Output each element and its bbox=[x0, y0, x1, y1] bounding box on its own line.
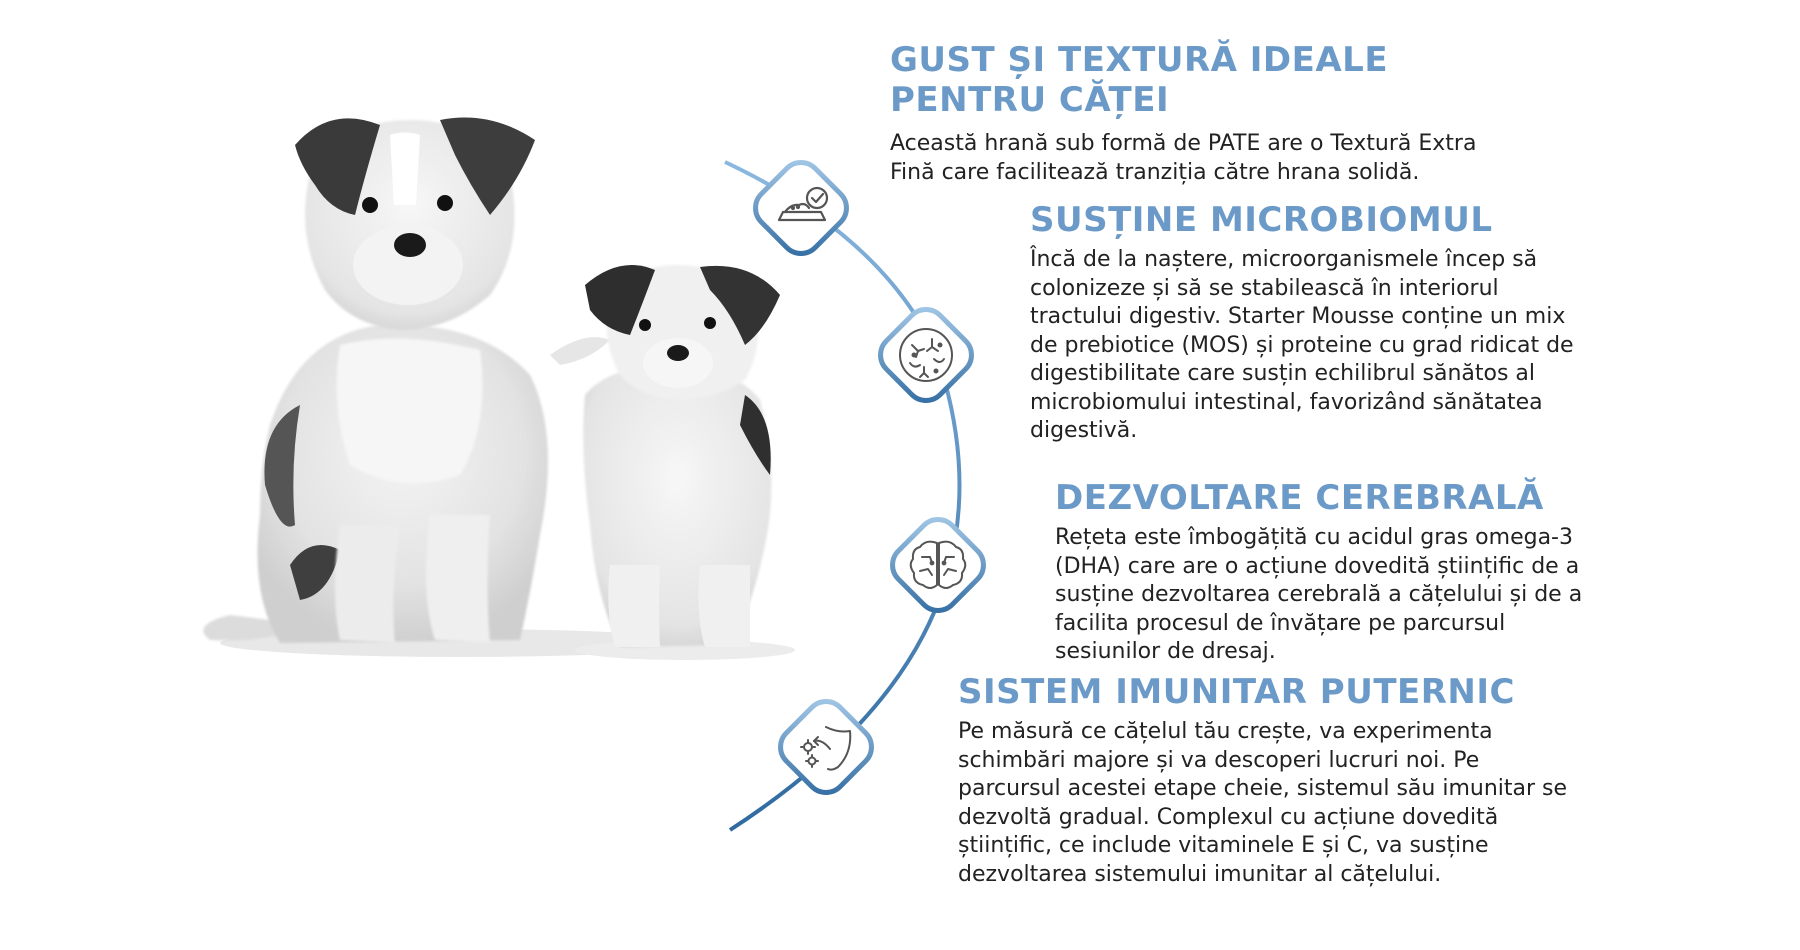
benefit-title: GUST ȘI TEXTURĂ IDEALE PENTRU CĂȚEI bbox=[890, 40, 1389, 120]
benefit-text: Această hrană sub formă de PATE are o Textură Extra Fină care facilitează tranziția către hrana solidă. bbox=[890, 131, 1477, 185]
benefit-text: Rețeta este îmbogățită cu acidul gras omega-3 (DHA) care are o acțiune dovedită științific de a susține dezvoltarea cerebrală a cățelului și de a facilita procesul de învățare pe parcursul sesiunilor de dresaj. bbox=[1055, 525, 1583, 664]
benefit-title: SISTEM IMUNITAR PUTERNIC bbox=[958, 672, 1515, 712]
benefit-title: SUSȚINE MICROBIOMUL bbox=[1030, 200, 1493, 240]
benefit-microbiome bbox=[1030, 200, 1650, 446]
benefit-title: DEZVOLTARE CEREBRALĂ bbox=[1055, 478, 1544, 518]
benefit-brain-development bbox=[1055, 478, 1655, 667]
benefit-text: Încă de la naștere, microorganismele încep să colonizeze și să se stabilească în interiorul tractului digestiv. Starter Mousse conține un mix de prebiotice (MOS) și proteine cu grad ridicat de digestibilitate care susțin echilibrul sănătos al microbiomului intestinal, favorizând sănătatea digestivă. bbox=[1030, 247, 1574, 443]
badge-brain-development bbox=[878, 505, 998, 625]
benefit-taste-texture bbox=[890, 40, 1570, 187]
badge-microbiome bbox=[866, 295, 986, 415]
benefit-text: Pe măsură ce cățelul tău crește, va experimenta schimbări majore și va descoperi lucruri noi. Pe parcursul acestei etape cheie, sistemul său imunitar se dezvoltă gradual. Complexul cu acțiune dovedită științific, ce include vitaminele E și C, va susține dezvoltarea sistemului imunitar al cățelului. bbox=[958, 719, 1568, 887]
badge-taste-texture bbox=[741, 148, 861, 268]
benefit-immune-system bbox=[958, 672, 1658, 889]
badge-immune-system bbox=[766, 687, 886, 807]
